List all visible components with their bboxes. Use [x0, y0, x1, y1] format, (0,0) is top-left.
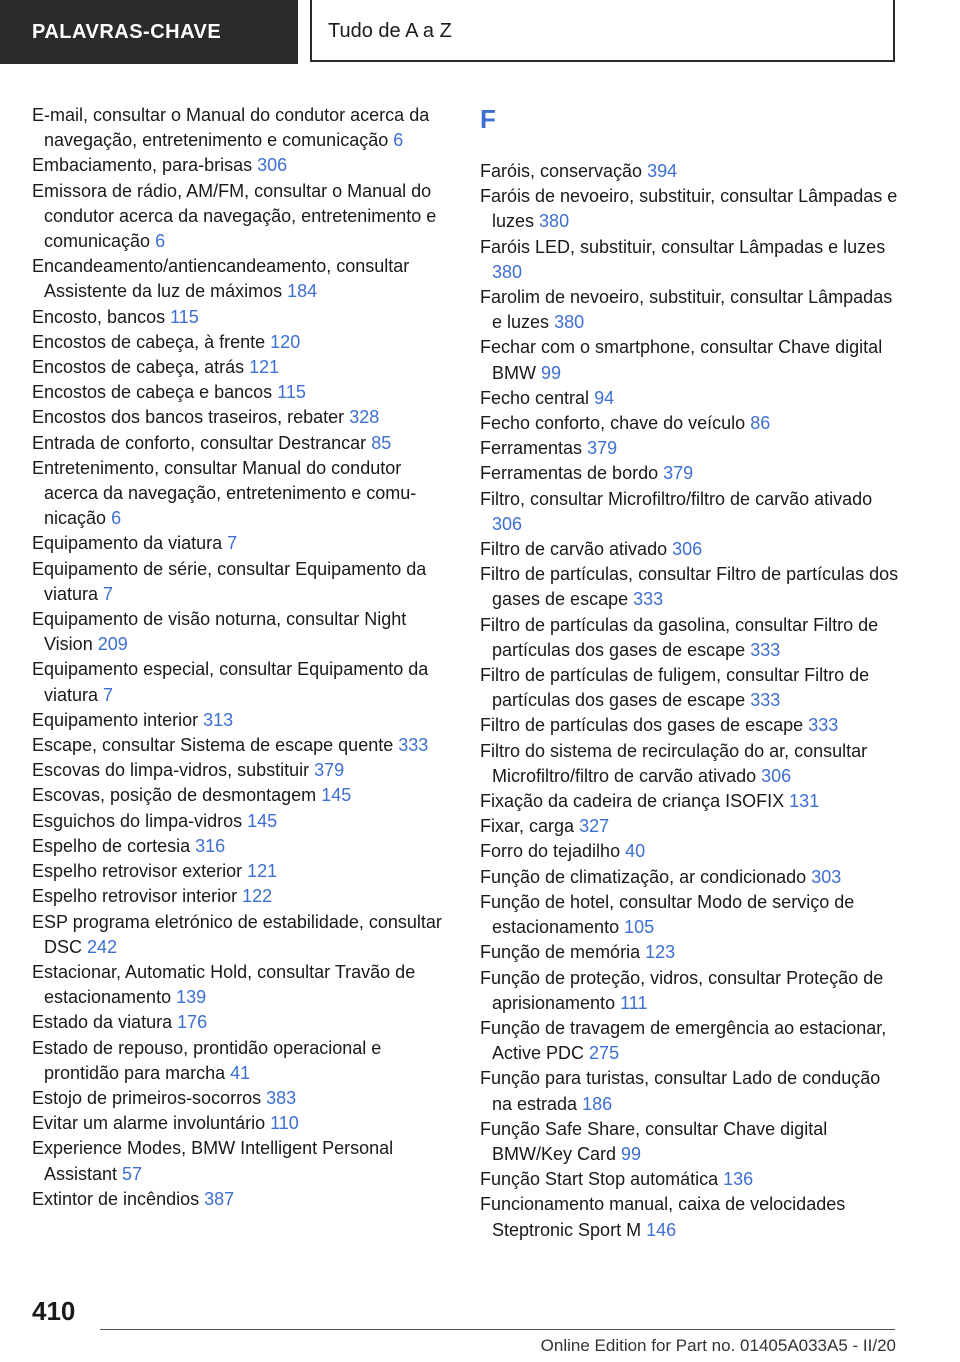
index-page-link[interactable]: 111 [620, 992, 648, 1013]
index-page-link[interactable]: 41 [230, 1062, 251, 1083]
index-entry-text: Esguichos do limpa-vidros [32, 810, 243, 831]
index-entry [32, 910, 444, 960]
index-page-link[interactable]: 7 [103, 583, 114, 604]
index-entry-text: Ferramentas [480, 438, 583, 459]
index-entry [32, 103, 444, 153]
index-page-link[interactable]: 6 [111, 508, 122, 529]
index-entry [32, 254, 444, 304]
index-entry-text: Encostos de cabeça, atrás [32, 357, 245, 378]
index-page-link[interactable]: 186 [582, 1093, 613, 1114]
index-page-link[interactable]: 383 [266, 1087, 297, 1108]
index-page-link[interactable]: 85 [371, 432, 392, 453]
index-page-link[interactable]: 333 [633, 589, 664, 610]
index-entry [32, 1010, 444, 1035]
index-entry-text: Estado da viatura [32, 1012, 173, 1033]
index-page-link[interactable]: 131 [789, 791, 820, 812]
index-page-link[interactable]: 115 [170, 306, 199, 327]
index-entry [480, 739, 900, 789]
index-entry-text: Estado de repouso, prontidão operacional e prontidão para marcha [32, 1037, 382, 1083]
index-entry-text: Escovas do limpa-vidros, substituir [32, 760, 310, 781]
index-entry [32, 1187, 444, 1212]
index-entry [480, 285, 900, 335]
index-entry-text: Faróis, conservação [480, 161, 643, 181]
index-entry [32, 305, 444, 330]
index-entry-text: Encosto, bancos [32, 306, 166, 327]
index-entry-text: Função de memória [480, 942, 641, 963]
index-page-link[interactable]: 379 [663, 463, 694, 484]
index-entry-text: Espelho retrovisor interior [32, 886, 238, 907]
index-entry [480, 613, 900, 663]
index-entry [32, 380, 444, 405]
index-entry-text: Faróis LED, substituir, consultar Lâmpadas e luzes [480, 236, 886, 257]
index-page-link[interactable]: 121 [249, 357, 280, 378]
index-entry-text: Fechar com o smartphone, consultar Chave digital BMW [480, 337, 883, 383]
index-entry-text: Espelho de cortesia [32, 835, 191, 856]
index-entry [32, 657, 444, 707]
index-entry-text: Encostos dos bancos traseiros, rebater [32, 407, 345, 428]
index-entry-text: Equipamento de visão noturna, consultar Night Vision [32, 609, 407, 655]
index-entry [480, 537, 900, 562]
index-entry-text: Encandeamento/antiencandeamento, consultar Assistente da luz de máximos [32, 256, 410, 302]
index-page-link[interactable]: 306 [672, 539, 703, 560]
index-page-link[interactable]: 313 [203, 709, 234, 730]
index-entry-text: Equipamento especial, consultar Equipamento da viatura [32, 659, 429, 705]
index-entry [32, 708, 444, 733]
footer-edition: Online Edition for Part no. 01405A033A5 - II/20 [540, 1336, 896, 1355]
index-entry-text: Entretenimento, consultar Manual do condutor acerca da navegação, entretenimento e comunicação [32, 457, 417, 529]
index-entry-text: Função Safe Share, consultar Chave digital BMW/Key Card [480, 1118, 828, 1164]
index-page-link[interactable]: 184 [287, 281, 318, 302]
index-entry [32, 859, 444, 884]
index-entry-text: Escape, consultar Sistema de escape quente [32, 735, 394, 756]
index-page-link[interactable]: 57 [122, 1163, 143, 1184]
index-entry-text: Escovas, posição de desmontagem [32, 785, 317, 806]
index-entry [480, 890, 900, 940]
index-entry-text: Filtro, consultar Microfiltro/filtro de carvão ativado [480, 488, 873, 509]
index-entry [480, 562, 900, 612]
index-page-link[interactable]: 306 [761, 765, 792, 786]
index-page-link[interactable]: 333 [750, 639, 781, 660]
index-entry-text: Evitar um alarme involuntário [32, 1113, 266, 1134]
index-entry-text: Experience Modes, BMW Intelligent Personal Assistant [32, 1138, 394, 1184]
index-page-link[interactable]: 275 [589, 1043, 620, 1064]
index-page-link[interactable]: 176 [177, 1012, 208, 1033]
index-page-link[interactable]: 327 [579, 816, 610, 837]
index-entry [480, 1016, 900, 1066]
index-entry-text: Filtro de partículas dos gases de escape [480, 715, 804, 736]
index-page-link[interactable]: 303 [811, 866, 842, 887]
index-page-link[interactable]: 6 [155, 231, 166, 252]
index-entry-text: Fecho central [480, 387, 590, 408]
index-entry [480, 839, 900, 864]
index-entry [480, 865, 900, 890]
index-page-link[interactable]: 7 [103, 684, 114, 705]
index-entry [480, 386, 900, 411]
index-entry [32, 607, 444, 657]
index-entry [32, 783, 444, 808]
index-page-link[interactable]: 139 [176, 987, 207, 1008]
index-page-link[interactable]: 380 [492, 261, 523, 282]
index-entry-text: Fixação da cadeira de criança ISOFIX [480, 791, 785, 812]
index-entry-text: Função para turistas, consultar Lado de condução na estrada [480, 1068, 881, 1114]
index-entry-text: Filtro de partículas da gasolina, consultar Filtro de partículas dos gases de escape [480, 614, 879, 660]
index-entry-text: Filtro de carvão ativado [480, 539, 668, 560]
index-page-link[interactable]: 120 [270, 331, 301, 352]
index-column-right [480, 103, 900, 1243]
page-header [0, 0, 960, 66]
index-page-link[interactable]: 380 [554, 312, 585, 333]
index-entry-text: Encostos de cabeça, à frente [32, 331, 266, 352]
index-entry [480, 789, 900, 814]
footer-divider [100, 1329, 895, 1330]
index-entry-text: Filtro do sistema de recirculação do ar, consultar Microfiltro/filtro de carvão ativado [480, 740, 868, 786]
index-entry-text: Fecho conforto, chave do veículo [480, 413, 746, 434]
index-entry [480, 966, 900, 1016]
index-page-link[interactable]: 122 [242, 886, 273, 907]
index-entry-text: Espelho retrovisor exterior [32, 861, 243, 882]
index-entry [480, 436, 900, 461]
index-page-link[interactable]: 209 [97, 634, 128, 655]
index-entry [32, 1111, 444, 1136]
index-page-link[interactable]: 99 [541, 362, 562, 383]
index-page-link[interactable]: 333 [398, 735, 429, 756]
index-list-right [480, 159, 900, 1243]
index-page-link[interactable]: 123 [645, 942, 676, 963]
index-entry-text: Função de climatização, ar condicionado [480, 866, 807, 887]
index-entry-text: Função de hotel, consultar Modo de serviço de estacionamento [480, 891, 855, 938]
index-entry [32, 884, 444, 909]
index-entry-text: ESP programa eletrónico de estabilidade, consultar DSC [32, 911, 442, 957]
index-entry [480, 1192, 900, 1242]
index-entry [32, 834, 444, 859]
index-entry-text: Emissora de rádio, AM/FM, consultar o Manual do condutor acerca da navegação, entretenimento e comunicação [32, 180, 437, 252]
index-entry [480, 713, 900, 738]
index-entry [32, 330, 444, 355]
index-page-link[interactable]: 380 [539, 211, 570, 232]
index-entry-text: Equipamento interior [32, 709, 199, 730]
section-tab: PALAVRAS-CHAVE [0, 0, 298, 64]
index-entry [32, 431, 444, 456]
page-number: 410 [32, 1296, 76, 1326]
index-entry [32, 531, 444, 556]
index-entry-text: Entrada de conforto, consultar Destrancar [32, 432, 367, 453]
index-entry [32, 1136, 444, 1186]
index-entry-text: Estacionar, Automatic Hold, consultar Travão de estacionamento [32, 961, 416, 1008]
index-entry-text: Embaciamento, para-brisas [32, 155, 253, 176]
index-entry [480, 1066, 900, 1116]
index-entry [32, 179, 444, 255]
index-page-link[interactable]: 105 [624, 917, 655, 938]
index-page-link[interactable]: 145 [247, 810, 278, 831]
index-entry-text: Farolim de nevoeiro, substituir, consultar Lâmpadas e luzes [480, 287, 893, 333]
index-page-link[interactable]: 242 [87, 936, 118, 957]
index-letter-heading: F [480, 104, 496, 134]
chapter-title: Tudo de A a Z [310, 0, 895, 62]
index-page-link[interactable]: 121 [247, 861, 278, 882]
index-entry [32, 405, 444, 430]
index-entry-text: Ferramentas de bordo [480, 463, 659, 484]
index-page-link[interactable]: 328 [349, 407, 380, 428]
index-entry-text: Estojo de primeiros-socorros [32, 1087, 262, 1108]
index-entry-text: Filtro de partículas, consultar Filtro de partículas dos gases de escape [480, 564, 899, 610]
index-entry [480, 487, 900, 537]
index-page-link[interactable]: 387 [204, 1188, 235, 1209]
index-page-link[interactable]: 333 [808, 715, 839, 736]
index-page-link[interactable]: 379 [587, 438, 618, 459]
index-page-link[interactable]: 94 [594, 387, 615, 408]
index-entry-text: Equipamento da viatura [32, 533, 223, 554]
index-page-link[interactable]: 379 [314, 760, 345, 781]
index-entry [32, 960, 444, 1010]
index-entry [32, 153, 444, 178]
index-entry [480, 235, 900, 285]
index-page-link[interactable]: 115 [277, 382, 306, 403]
index-page-link[interactable]: 145 [321, 785, 352, 806]
index-page-link[interactable]: 86 [750, 413, 771, 434]
index-page-link[interactable]: 99 [621, 1143, 642, 1164]
index-entry-text: Função de proteção, vidros, consultar Proteção de aprisionamento [480, 967, 884, 1013]
index-page-link[interactable]: 394 [647, 161, 678, 181]
index-entry [480, 663, 900, 713]
index-entry-text: Função Start Stop automática [480, 1169, 719, 1190]
index-page-link[interactable]: 110 [270, 1113, 299, 1134]
index-page-link[interactable]: 40 [625, 841, 646, 862]
index-entry [480, 940, 900, 965]
index-entry [480, 184, 900, 234]
index-page-link[interactable]: 146 [646, 1219, 677, 1240]
index-entry-text: Função de travagem de emergência ao estacionar, Active PDC [480, 1017, 887, 1064]
index-entry [32, 355, 444, 380]
index-entry [480, 1167, 900, 1192]
index-entry [32, 1036, 444, 1086]
index-entry-text: Forro do tejadilho [480, 841, 621, 862]
index-page-link[interactable]: 333 [750, 690, 781, 711]
index-entry [480, 1117, 900, 1167]
index-page-link[interactable]: 7 [227, 533, 238, 554]
index-entry-text: Funcionamento manual, caixa de velocidades Steptronic Sport M [480, 1194, 846, 1240]
index-entry [480, 159, 900, 184]
index-page-link[interactable]: 316 [195, 835, 226, 856]
index-entry [480, 335, 900, 385]
index-entry [32, 1086, 444, 1111]
index-entry-text: Encostos de cabeça e bancos [32, 382, 273, 403]
index-entry [32, 456, 444, 532]
index-entry [32, 809, 444, 834]
index-entry [32, 733, 444, 758]
index-entry [480, 461, 900, 486]
index-page-link[interactable]: 306 [257, 155, 288, 176]
index-entry [32, 758, 444, 783]
index-column-left [32, 103, 444, 1212]
index-page-link[interactable]: 136 [723, 1169, 754, 1190]
index-entry-text: E-mail, consultar o Manual do condutor acerca da navegação, entretenimento e comunicação [32, 105, 430, 151]
index-entry-text: Fixar, carga [480, 816, 575, 837]
index-entry-text: Filtro de partículas de fuligem, consultar Filtro de partículas dos gases de escape [480, 665, 870, 711]
index-entry-text: Faróis de nevoeiro, substituir, consultar Lâmpadas e luzes [480, 186, 898, 232]
index-entry-text: Extintor de incêndios [32, 1188, 200, 1209]
index-page-link[interactable]: 6 [393, 130, 404, 151]
index-entry [480, 814, 900, 839]
index-entry [32, 557, 444, 607]
index-page-link[interactable]: 306 [492, 513, 523, 534]
index-entry [480, 411, 900, 436]
index-entry-text: Equipamento de série, consultar Equipamento da viatura [32, 558, 427, 604]
